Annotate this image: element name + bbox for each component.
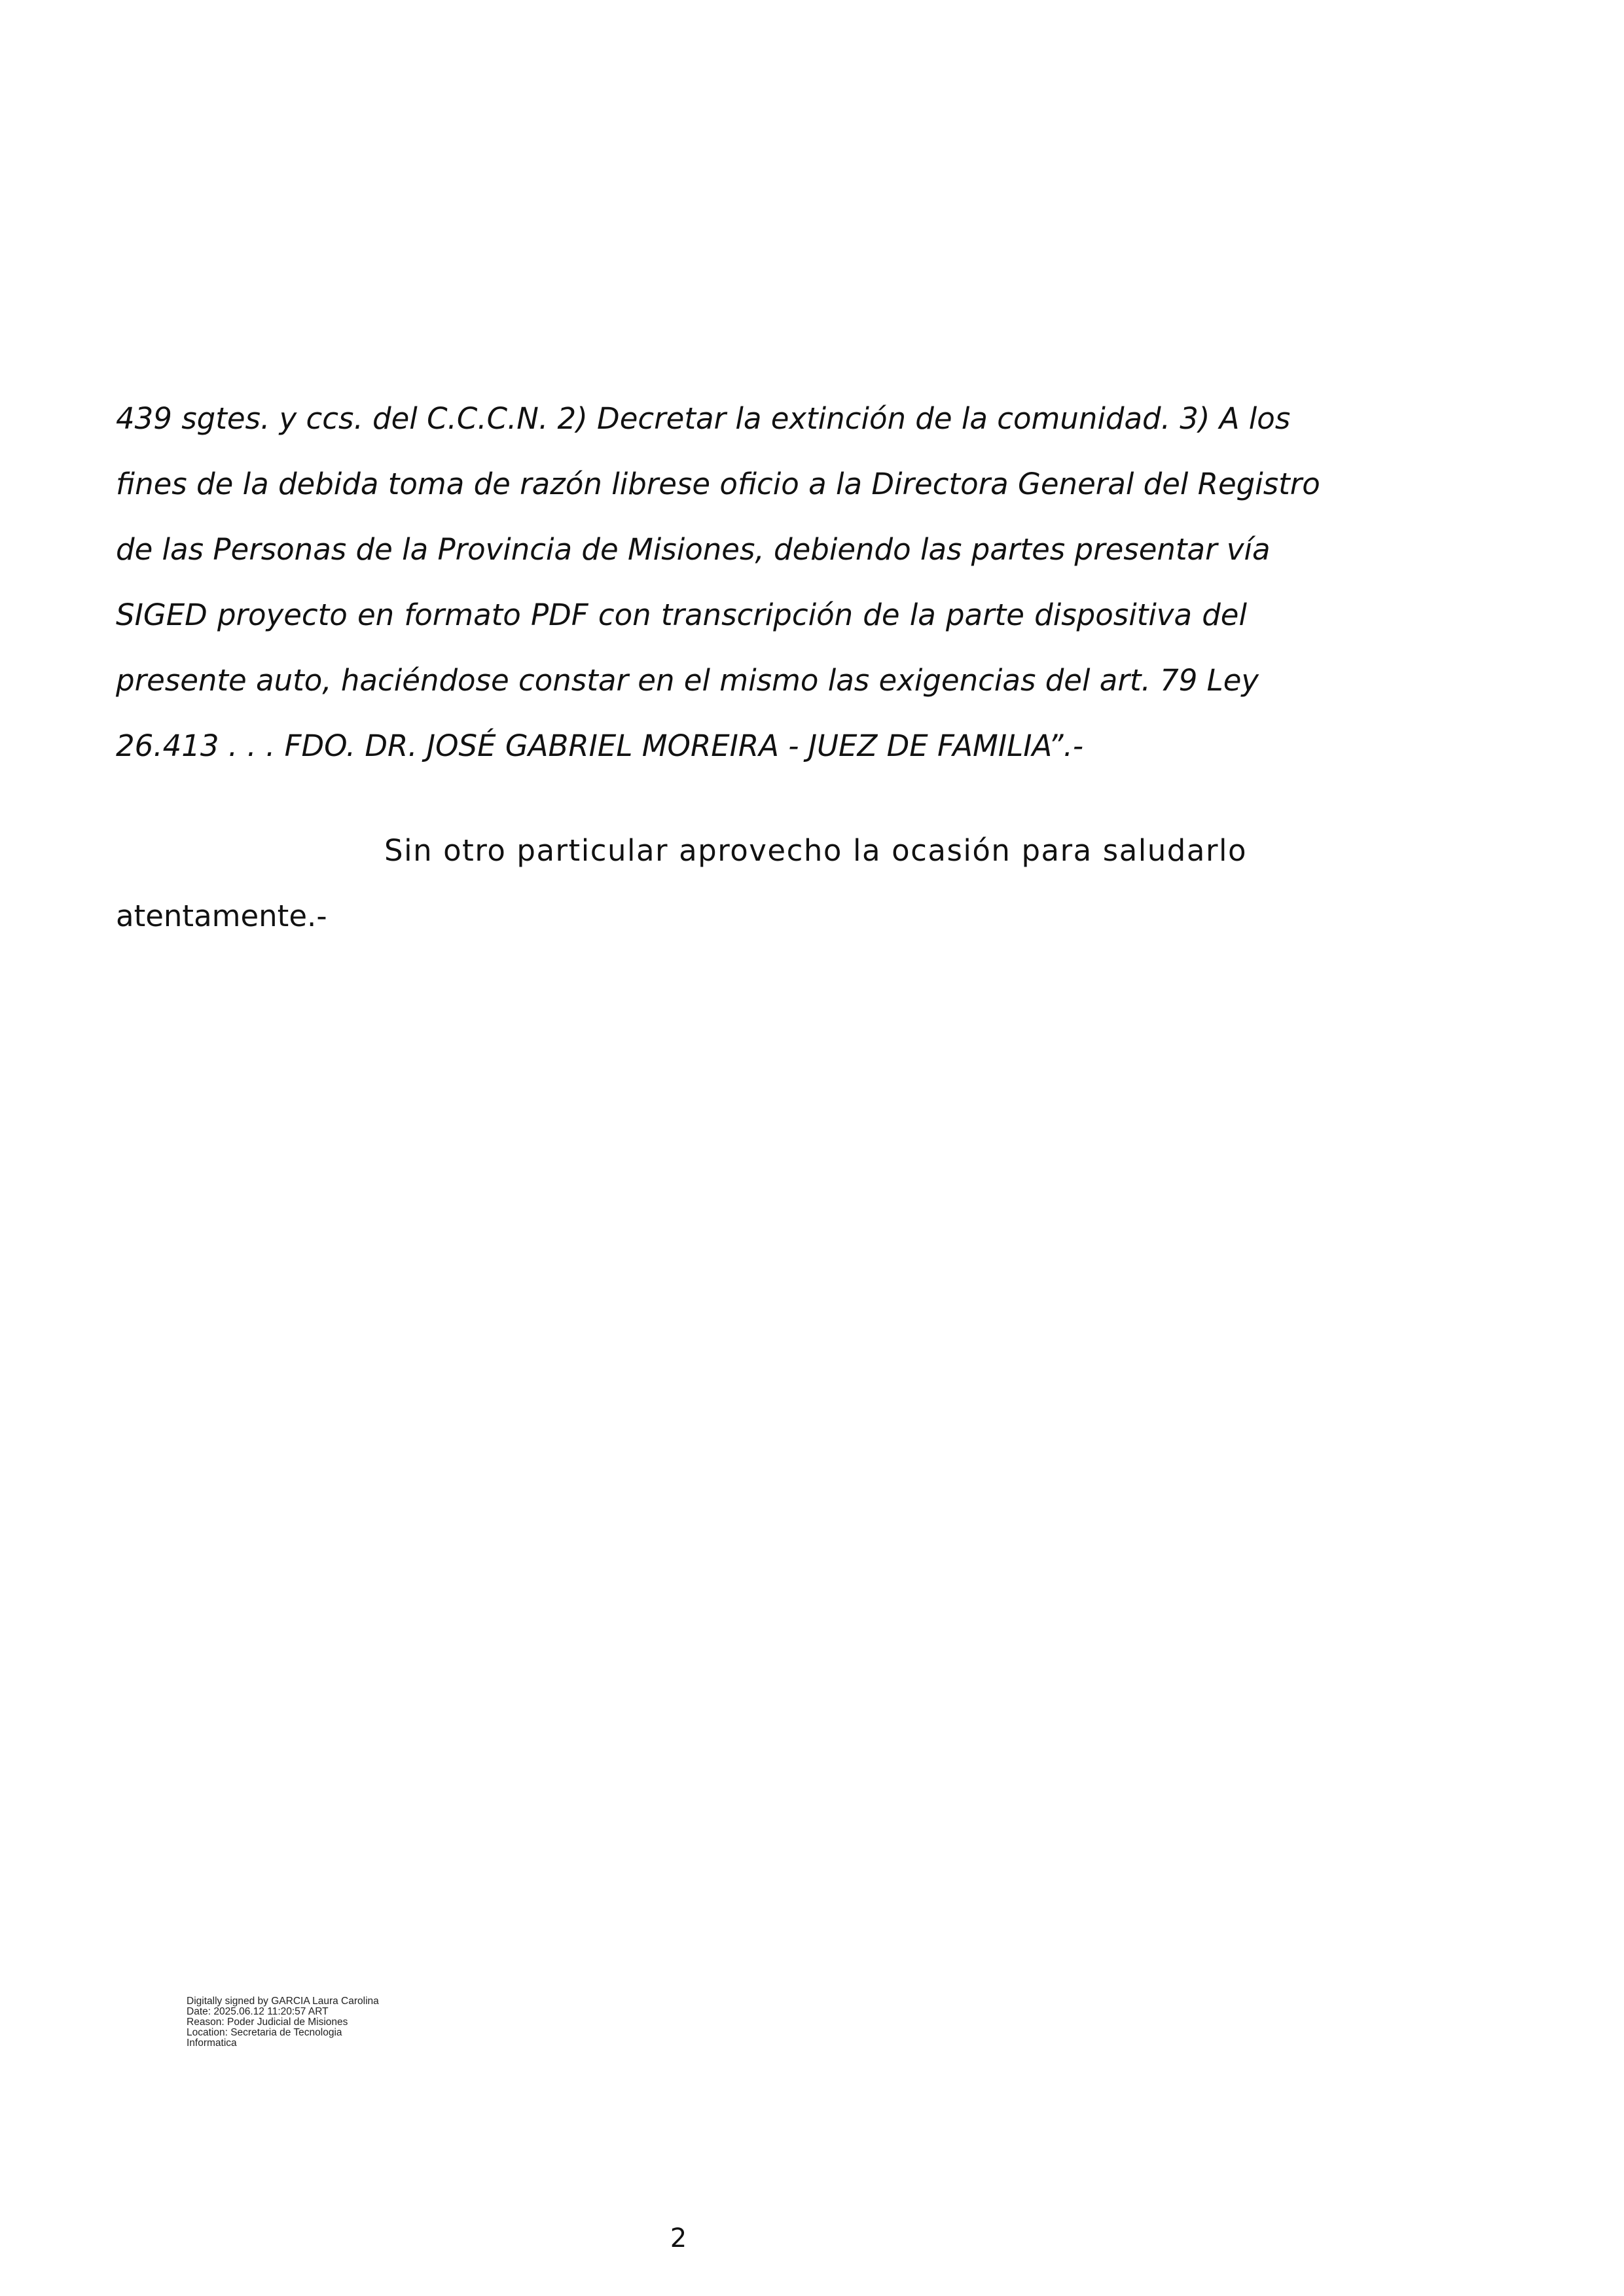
closing-line-2: atentamente.-: [116, 899, 327, 933]
digital-signature-stamp: [187, 1996, 379, 2049]
signature-date: Date: 2025.06.12 11:20:57 ART: [187, 2006, 329, 2017]
quote-line-5: presente auto, haciéndose constar en el mismo las exigencias del art. 79 Ley: [116, 663, 1259, 698]
signature-signed-by: Digitally signed by GARCIA Laura Carolina: [187, 1996, 379, 2007]
signature-reason: Reason: Poder Judicial de Misiones: [187, 2017, 348, 2028]
page-number: 2: [670, 2223, 687, 2253]
quote-line-4: SIGED proyecto en formato PDF con transcripción de la parte dispositiva del: [116, 598, 1247, 632]
quote-line-2: fines de la debida toma de razón librese oficio a la Directora General del Registro: [116, 467, 1320, 501]
closing-line-1: Sin otro particular aprovecho la ocasión para saludarlo: [384, 833, 1247, 868]
quote-line-1: 439 sgtes. y ccs. del C.C.C.N. 2) Decretar la extinción de la comunidad. 3) A los: [116, 401, 1291, 436]
signature-location-cont: Informatica: [187, 2037, 237, 2049]
signature-location: Location: Secretaria de Tecnologia: [187, 2027, 342, 2038]
quote-line-3: de las Personas de la Provincia de Misiones, debiendo las partes presentar vía: [116, 532, 1271, 567]
quote-line-6: 26.413 . . . FDO. DR. JOSÉ GABRIEL MOREIRA - JUEZ DE FAMILIA”.-: [116, 728, 1084, 763]
